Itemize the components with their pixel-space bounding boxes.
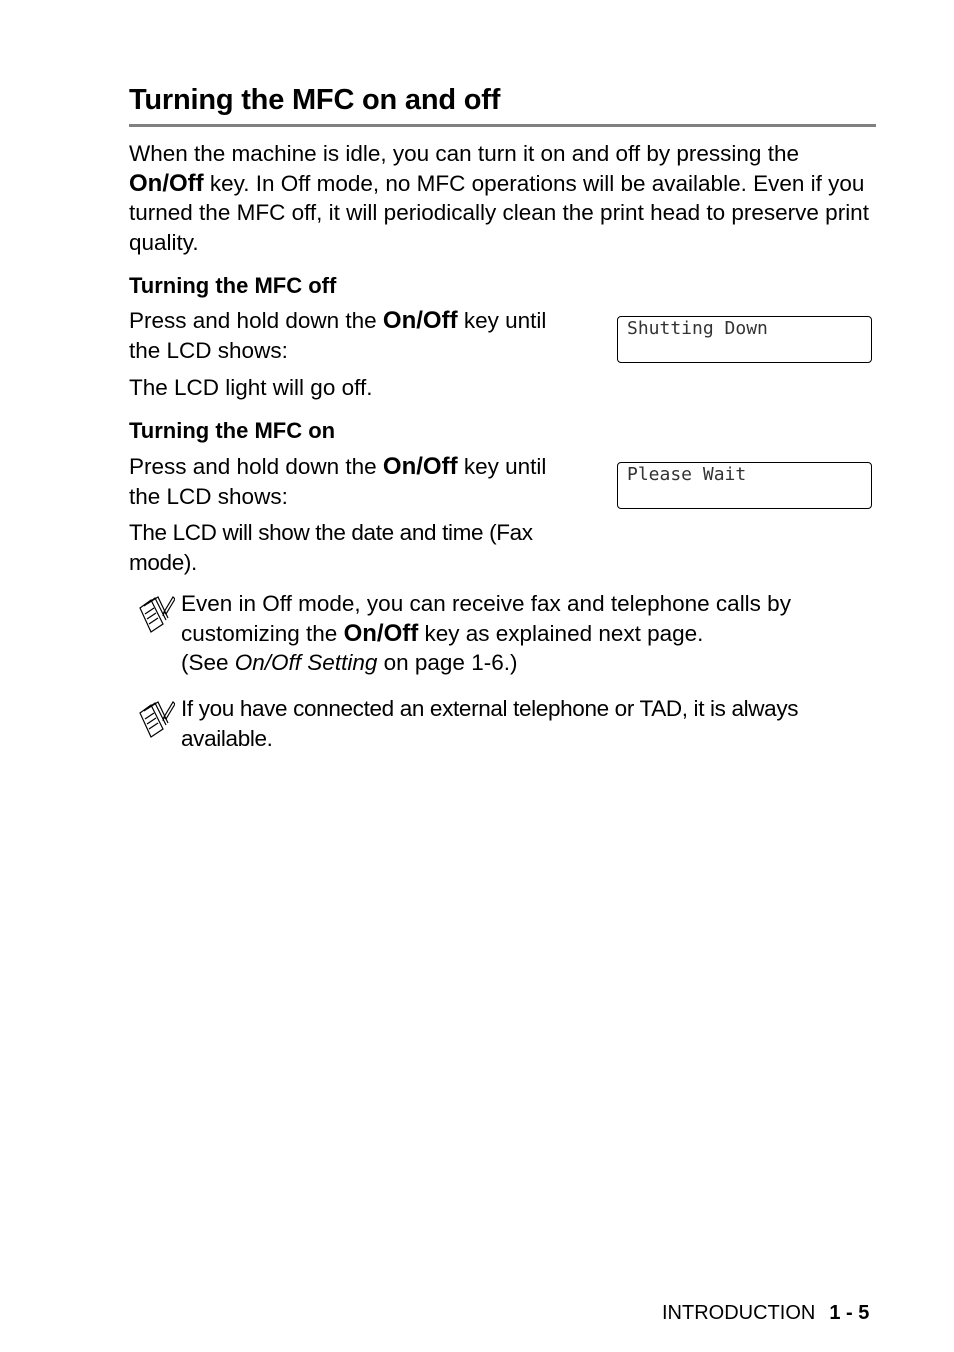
page-title: Turning the MFC on and off (129, 84, 501, 116)
lcd-display-off (617, 316, 872, 363)
footer-section: INTRODUCTION (662, 1302, 816, 1324)
intro-key: On/Off (129, 169, 204, 197)
off-press-text: Press and hold down the (129, 308, 383, 333)
title-rule (129, 124, 876, 127)
page-number: 1 - 5 (829, 1302, 870, 1324)
note1-line1: Even in Off mode, you can receive fax and telephone calls by (181, 591, 791, 616)
intro-part1: When the machine is idle, you can turn it on and off by pressing the (129, 141, 799, 166)
note1-text (181, 589, 881, 678)
page-footer (662, 1300, 869, 1326)
note1-line2-post: key as explained next page. (418, 620, 704, 646)
note1-line3-post: on page 1-6.) (377, 650, 518, 676)
on-heading: Turning the MFC on (129, 418, 336, 443)
note-icon (137, 699, 175, 739)
note1-reference[interactable]: On/Off Setting (234, 650, 378, 676)
lcd-display-on (617, 462, 872, 509)
note1-line2-pre: customizing the (181, 620, 344, 646)
on-press-text: Press and hold down the (129, 454, 383, 479)
lcd-text-off: Shutting Down (627, 318, 768, 339)
on-instruction (129, 452, 569, 511)
intro-part2: key. In Off mode, no MFC operations will be available. Even if you turned the MFC off, it will periodically clean the print head to preserve print quality. (129, 170, 869, 255)
note1-key: On/Off (343, 619, 419, 647)
intro-paragraph (129, 139, 877, 257)
note-icon (137, 594, 175, 634)
off-instruction (129, 306, 569, 365)
off-key: On/Off (382, 307, 458, 334)
off-heading: Turning the MFC off (129, 273, 337, 298)
lcd-text-on: Please Wait (627, 464, 747, 485)
on-press-rest: key until the LCD shows: (129, 454, 547, 509)
note2-text: If you have connected an external telephone or TAD, it is always available. (181, 696, 799, 751)
note1-line3-pre: (See (181, 650, 235, 676)
off-press-rest: key until the LCD shows: (129, 308, 547, 363)
off-after-text: The LCD light will go off. (129, 375, 373, 400)
on-key: On/Off (382, 453, 458, 480)
on-after-text: The LCD will show the date and time (Fax mode). (129, 520, 533, 575)
